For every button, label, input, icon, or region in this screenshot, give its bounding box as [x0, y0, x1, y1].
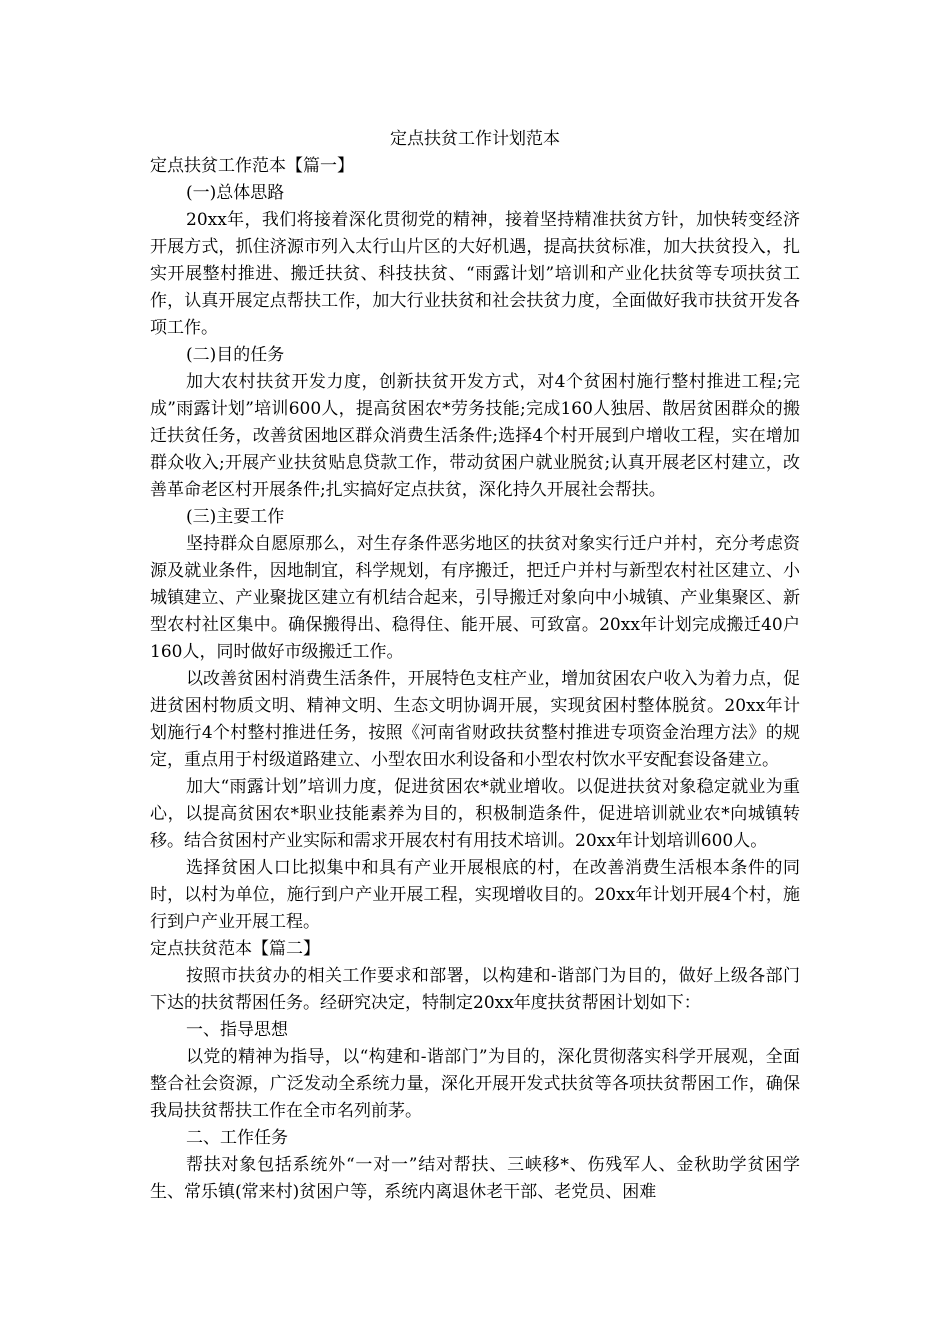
document-page [150, 126, 800, 1206]
section-heading-2: 定点扶贫范本【篇二】 [150, 939, 320, 959]
paragraph: 以改善贫困村消费生活条件，开展特色支柱产业，增加贫困农户收入为着力点，促进贫困村物质文明、精神文明、生态文明协调开展，实现贫困村整体脱贫。20xx年计划施行4个村整村推进任务，按照《河南省财政扶贫整村推进专项资金治理方法》的规定，重点用于村级道路建立、小型农田水利设备和小型农村饮水平安配套设备建立。 [150, 669, 800, 770]
subheading: (三)主要工作 [186, 507, 285, 527]
section-heading-1: 定点扶贫工作范本【篇一】 [150, 156, 354, 176]
subheading: (一)总体思路 [186, 183, 285, 203]
paragraph: 选择贫困人口比拟集中和具有产业开展根底的村，在改善消费生活根本条件的同时，以村为单位，施行到户产业开展工程，实现增收目的。20xx年计划开展4个村，施行到户产业开展工程。 [150, 858, 800, 932]
paragraph: 加大农村扶贫开发力度，创新扶贫开发方式，对4个贫困村施行整村推进工程;完成”雨露计划”培训600人，提高贫困农*劳务技能;完成160人独居、散居贫困群众的搬迁扶贫任务，改善贫困地区群众消费生活条件;选择4个村开展到户增收工程，实在增加群众收入;开展产业扶贫贴息贷款工作，带动贫困户就业脱贫;认真开展老区村建立，改善革命老区村开展条件;扎实搞好定点扶贫，深化持久开展社会帮扶。 [150, 372, 800, 500]
subheading: 一、指导思想 [186, 1020, 288, 1040]
document-title: 定点扶贫工作计划范本 [390, 129, 560, 149]
paragraph: 20xx年，我们将接着深化贯彻党的精神，接着坚持精准扶贫方针，加快转变经济开展方式，抓住济源市列入太行山片区的大好机遇，提高扶贫标准，加大扶贫投入，扎实开展整村推进、搬迁扶贫、科技扶贫、“雨露计划”培训和产业化扶贫等专项扶贫工作，认真开展定点帮扶工作，加大行业扶贫和社会扶贫力度，全面做好我市扶贫开发各项工作。 [150, 210, 800, 338]
paragraph: 以党的精神为指导，以“构建和-谐部门”为目的，深化贯彻落实科学开展观，全面整合社会资源，广泛发动全系统力量，深化开展开发式扶贫等各项扶贫帮困工作，确保我局扶贫帮扶工作在全市名列前茅。 [150, 1047, 800, 1121]
subheading: 二、工作任务 [186, 1128, 288, 1148]
paragraph: 按照市扶贫办的相关工作要求和部署，以构建和-谐部门为目的，做好上级各部门下达的扶贫帮困任务。经研究决定，特制定20xx年度扶贫帮困计划如下： [150, 966, 800, 1013]
paragraph: 坚持群众自愿原那么，对生存条件恶劣地区的扶贫对象实行迁户并村，充分考虑资源及就业条件，因地制宜，科学规划，有序搬迁，把迁户并村与新型农村社区建立、小城镇建立、产业聚拢区建立有机结合起来，引导搬迁对象向中小城镇、产业集聚区、新型农村社区集中。确保搬得出、稳得住、能开展、可致富。20xx年计划完成搬迁40户160人，同时做好市级搬迁工作。 [150, 534, 800, 662]
paragraph: 帮扶对象包括系统外“一对一”结对帮扶、三峡移*、伤残军人、金秋助学贫困学生、常乐镇(常来村)贫困户等，系统内离退休老干部、老党员、困难 [150, 1155, 800, 1202]
paragraph: 加大“雨露计划”培训力度，促进贫困农*就业增收。以促进扶贫对象稳定就业为重心，以提高贫困农*职业技能素养为目的，积极制造条件，促进培训就业农*向城镇转移。结合贫困村产业实际和需求开展农村有用技术培训。20xx年计划培训600人。 [150, 777, 800, 851]
subheading: (二)目的任务 [186, 345, 285, 365]
